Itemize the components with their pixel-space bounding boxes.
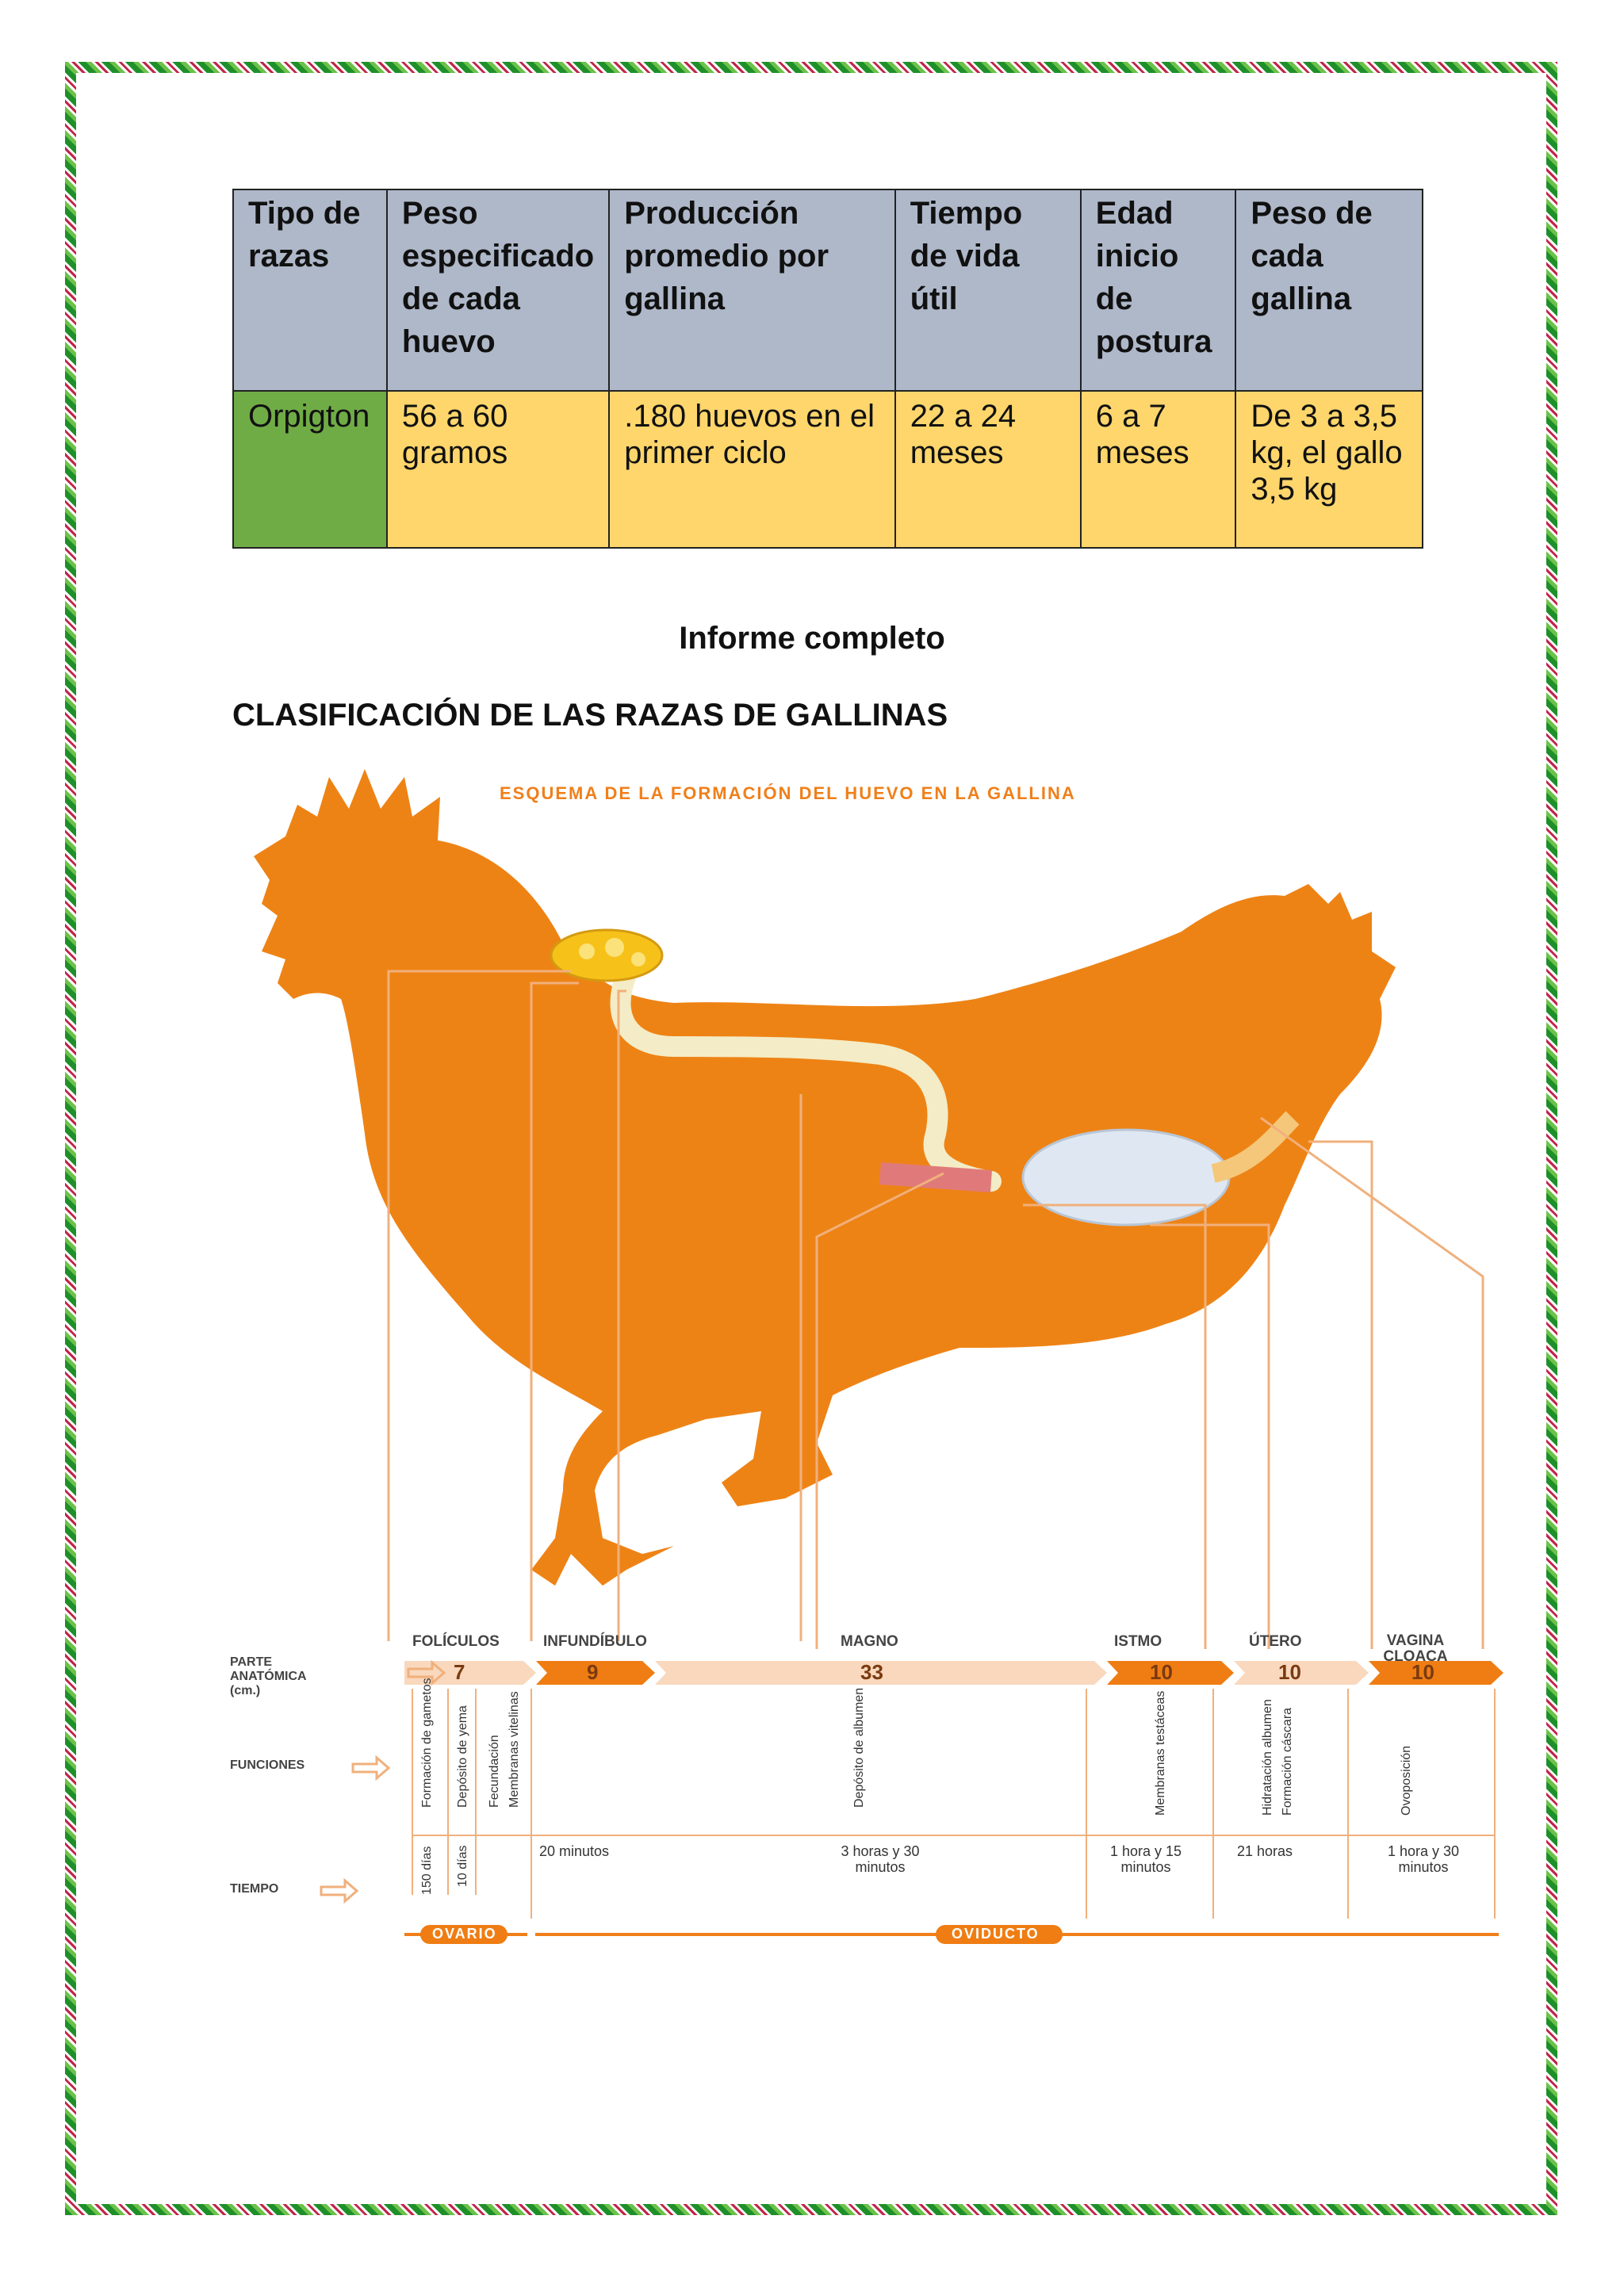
row-label-part: PARTE ANATÓMICA (cm.): [230, 1655, 306, 1697]
group-label-oviducto: OVIDUCTO: [952, 1926, 1040, 1942]
function-label: Ovoposición: [1400, 1745, 1413, 1816]
table-header-row: [233, 189, 1423, 391]
table-cell: 22 a 24 meses: [895, 391, 1081, 548]
function-label: Depósito de albumen: [852, 1687, 866, 1808]
part-label: ISTMO: [1114, 1633, 1162, 1650]
part-label: ÚTERO: [1249, 1633, 1302, 1650]
egg-formation-diagram: [230, 761, 1515, 1950]
time-label: 3 horas y 30 minutos: [841, 1843, 920, 1875]
ovary-follicles: [551, 930, 662, 981]
time-label: 1 hora y 30 minutos: [1387, 1843, 1460, 1875]
function-label: Formación de gametos: [420, 1678, 434, 1808]
row-label-functions: FUNCIONES: [230, 1758, 305, 1772]
group-label-ovario: OVARIO: [432, 1926, 497, 1942]
table-header-cell: Peso especificado de cada huevo: [387, 189, 609, 391]
breed-table: [232, 189, 1423, 549]
function-label: Fecundación: [488, 1735, 501, 1808]
time-label: 150 días: [420, 1846, 434, 1895]
time-label: 21 horas: [1237, 1843, 1293, 1859]
part-length: 7: [454, 1660, 465, 1684]
row-label-time: TIEMPO: [230, 1882, 279, 1896]
time-label: 10 días: [456, 1845, 469, 1887]
part-label: INFUNDÍBULO: [543, 1633, 647, 1650]
table-header-cell: Tipo de razas: [233, 189, 387, 391]
anatomical-length-bar: [404, 1661, 1503, 1685]
function-label: Membranas vitelinas: [508, 1691, 521, 1808]
table-header-cell: Tiempo de vida útil: [895, 189, 1081, 391]
report-title: Informe completo: [679, 621, 945, 656]
function-label: Membranas testáceas: [1154, 1690, 1167, 1816]
table-cell: .180 huevos en el primer ciclo: [609, 391, 894, 548]
time-label: 1 hora y 15 minutos: [1109, 1843, 1182, 1875]
table-header-cell: Peso de cada gallina: [1235, 189, 1423, 391]
function-label: Formación cáscara: [1281, 1707, 1294, 1816]
part-length: 9: [587, 1660, 599, 1684]
part-label: MAGNO: [841, 1633, 898, 1650]
table-header-cell: Producción promedio por gallina: [609, 189, 894, 391]
part-length: 10: [1150, 1660, 1173, 1684]
time-label: 20 minutos: [539, 1843, 610, 1859]
table-cell: 6 a 7 meses: [1081, 391, 1236, 548]
section-heading: CLASIFICACIÓN DE LAS RAZAS DE GALLINAS: [232, 698, 948, 733]
function-label: Depósito de yema: [456, 1705, 469, 1808]
part-length: 10: [1278, 1660, 1301, 1684]
table-row: [233, 391, 1423, 548]
table-header-cell: Edad inicio de postura: [1081, 189, 1236, 391]
diagram-title: ESQUEMA DE LA FORMACIÓN DEL HUEVO EN LA GALLINA: [500, 783, 1076, 803]
part-length: 10: [1411, 1660, 1434, 1684]
table-cell: 56 a 60 gramos: [387, 391, 609, 548]
table-cell: De 3 a 3,5 kg, el gallo 3,5 kg: [1235, 391, 1423, 548]
uterus-shell: [1023, 1130, 1229, 1225]
part-label: FOLÍCULOS: [412, 1633, 500, 1650]
function-label: Hidratación albumen: [1261, 1699, 1274, 1816]
part-length: 33: [860, 1660, 883, 1684]
part-label: VAGINA CLOACA: [1383, 1632, 1448, 1665]
table-cell: Orpigton: [233, 391, 387, 548]
